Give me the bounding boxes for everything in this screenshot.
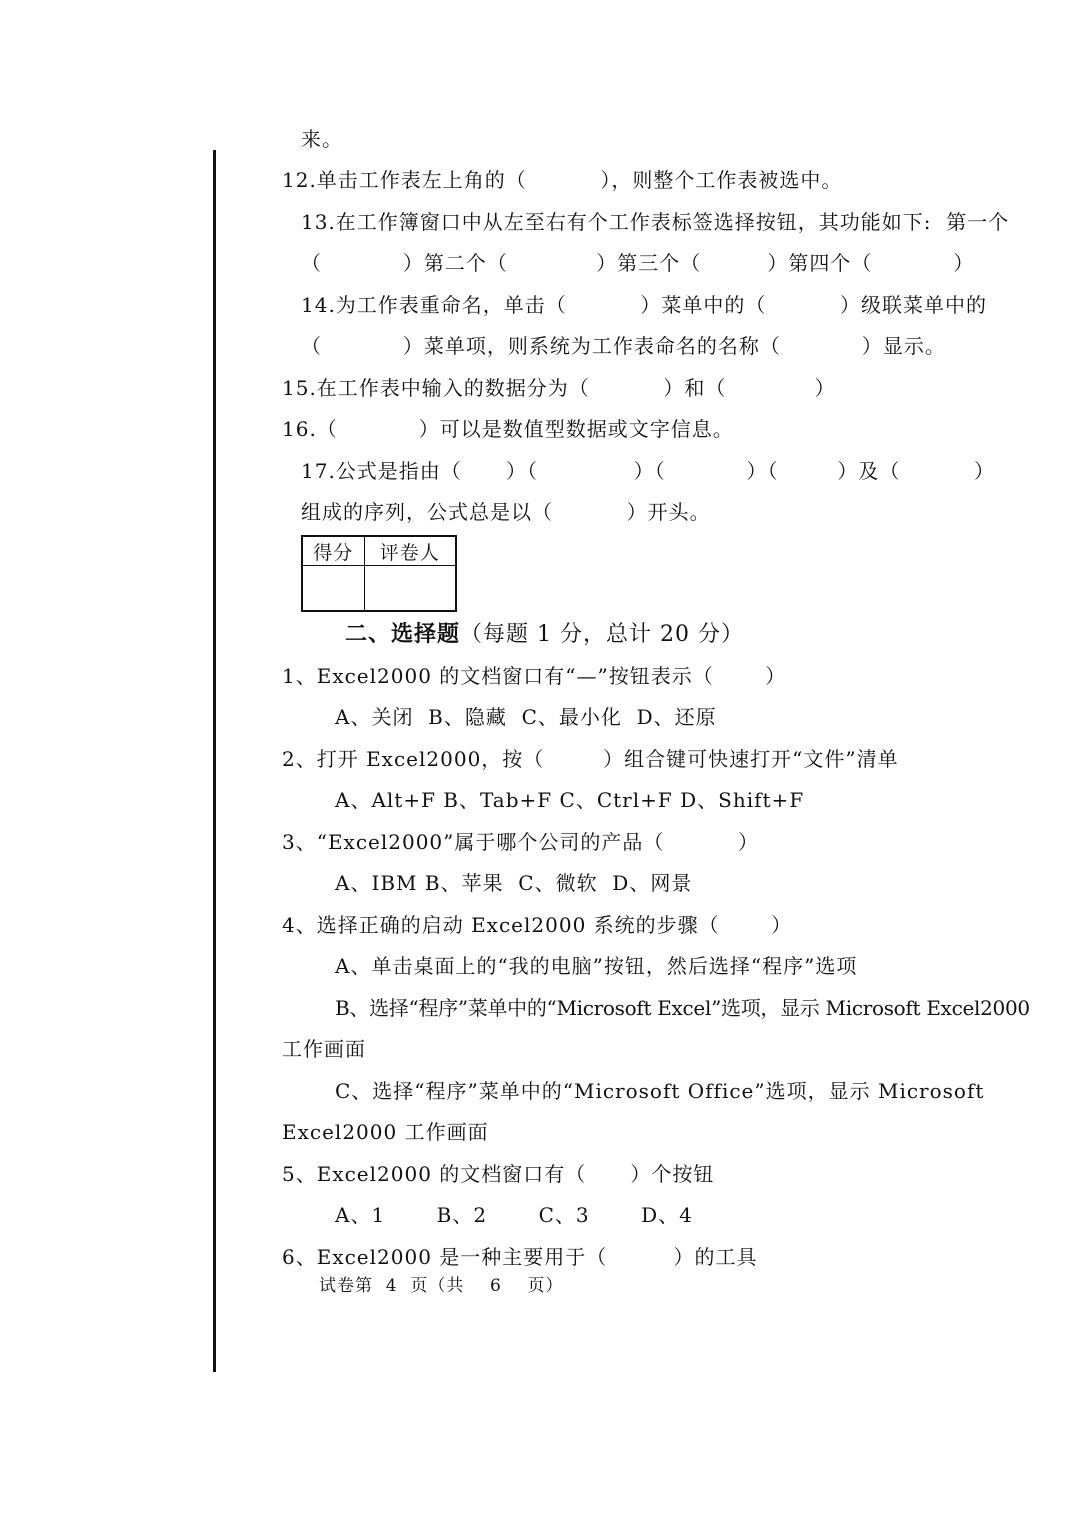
question-14-cont: （ ）菜单项，则系统为工作表命名的名称（ ）显示。 xyxy=(301,334,946,358)
question-17-cont: 组成的序列，公式总是以（ ）开头。 xyxy=(301,500,711,524)
question-15: 15.在工作表中输入的数据分为（ ）和（ ） xyxy=(282,376,836,400)
choice-question-1: 1、Excel2000 的文档窗口有“—”按钮表示（ ） xyxy=(282,664,787,688)
question-16: 16.（ ）可以是数值型数据或文字信息。 xyxy=(282,417,734,441)
binding-margin-line xyxy=(213,150,216,1372)
question-14: 14.为工作表重命名，单击（ ）菜单中的（ ）级联菜单中的 xyxy=(301,293,987,317)
choice-option-4b: B、选择“程序”菜单中的“Microsoft Excel”选项，显示 Microsoft Excel2000 xyxy=(335,996,1030,1020)
page-footer: 试卷第 4 页（共 6 页） xyxy=(319,1276,564,1296)
score-cell xyxy=(302,566,364,612)
question-13: 13.在工作簿窗口中从左至右有个工作表标签选择按钮，其功能如下: 第一个 xyxy=(301,210,1010,234)
choice-options-2: A、Alt+F B、Tab+F C、Ctrl+F D、Shift+F xyxy=(335,788,805,812)
choice-options-1: A、关闭 B、隐藏 C、最小化 D、还原 xyxy=(335,705,717,729)
choice-question-4: 4、选择正确的启动 Excel2000 系统的步骤（ ） xyxy=(282,913,793,937)
section-title: 二、选择题 xyxy=(345,622,461,647)
grader-label: 评卷人 xyxy=(364,536,456,566)
choice-question-2: 2、打开 Excel2000，按（ ）组合键可快速打开“文件”清单 xyxy=(282,747,899,771)
score-label: 得分 xyxy=(302,536,364,566)
choice-options-5: A、1 B、2 C、3 D、4 xyxy=(335,1203,693,1227)
question-13-blanks: （ ）第二个（ ）第三个（ ）第四个（ ） xyxy=(301,251,975,275)
grader-cell xyxy=(364,566,456,612)
choice-option-4b-cont: 工作画面 xyxy=(282,1037,366,1061)
question-12: 12.单击工作表左上角的（ ），则整个工作表被选中。 xyxy=(282,168,843,192)
choice-question-5: 5、Excel2000 的文档窗口有（ ）个按钮 xyxy=(282,1162,715,1186)
question-17: 17.公式是指由（ ）（ ）（ ）（ ）及（ ） xyxy=(301,459,995,483)
score-box xyxy=(301,535,457,612)
text-line: 来。 xyxy=(301,127,343,151)
section-note: （每题 1 分，总计 20 分） xyxy=(460,622,744,647)
choice-option-4c: C、选择“程序”菜单中的“Microsoft Office”选项，显示 Microsoft xyxy=(335,1079,985,1103)
choice-option-4a: A、单击桌面上的“我的电脑”按钮，然后选择“程序”选项 xyxy=(335,954,858,978)
choice-question-6: 6、Excel2000 是一种主要用于（ ）的工具 xyxy=(282,1245,758,1269)
choice-question-3: 3、“Excel2000”属于哪个公司的产品（ ） xyxy=(282,830,759,854)
choice-option-4c-cont: Excel2000 工作画面 xyxy=(282,1120,489,1144)
section-heading xyxy=(345,620,744,650)
choice-options-3: A、IBM B、苹果 C、微软 D、网景 xyxy=(335,871,693,895)
